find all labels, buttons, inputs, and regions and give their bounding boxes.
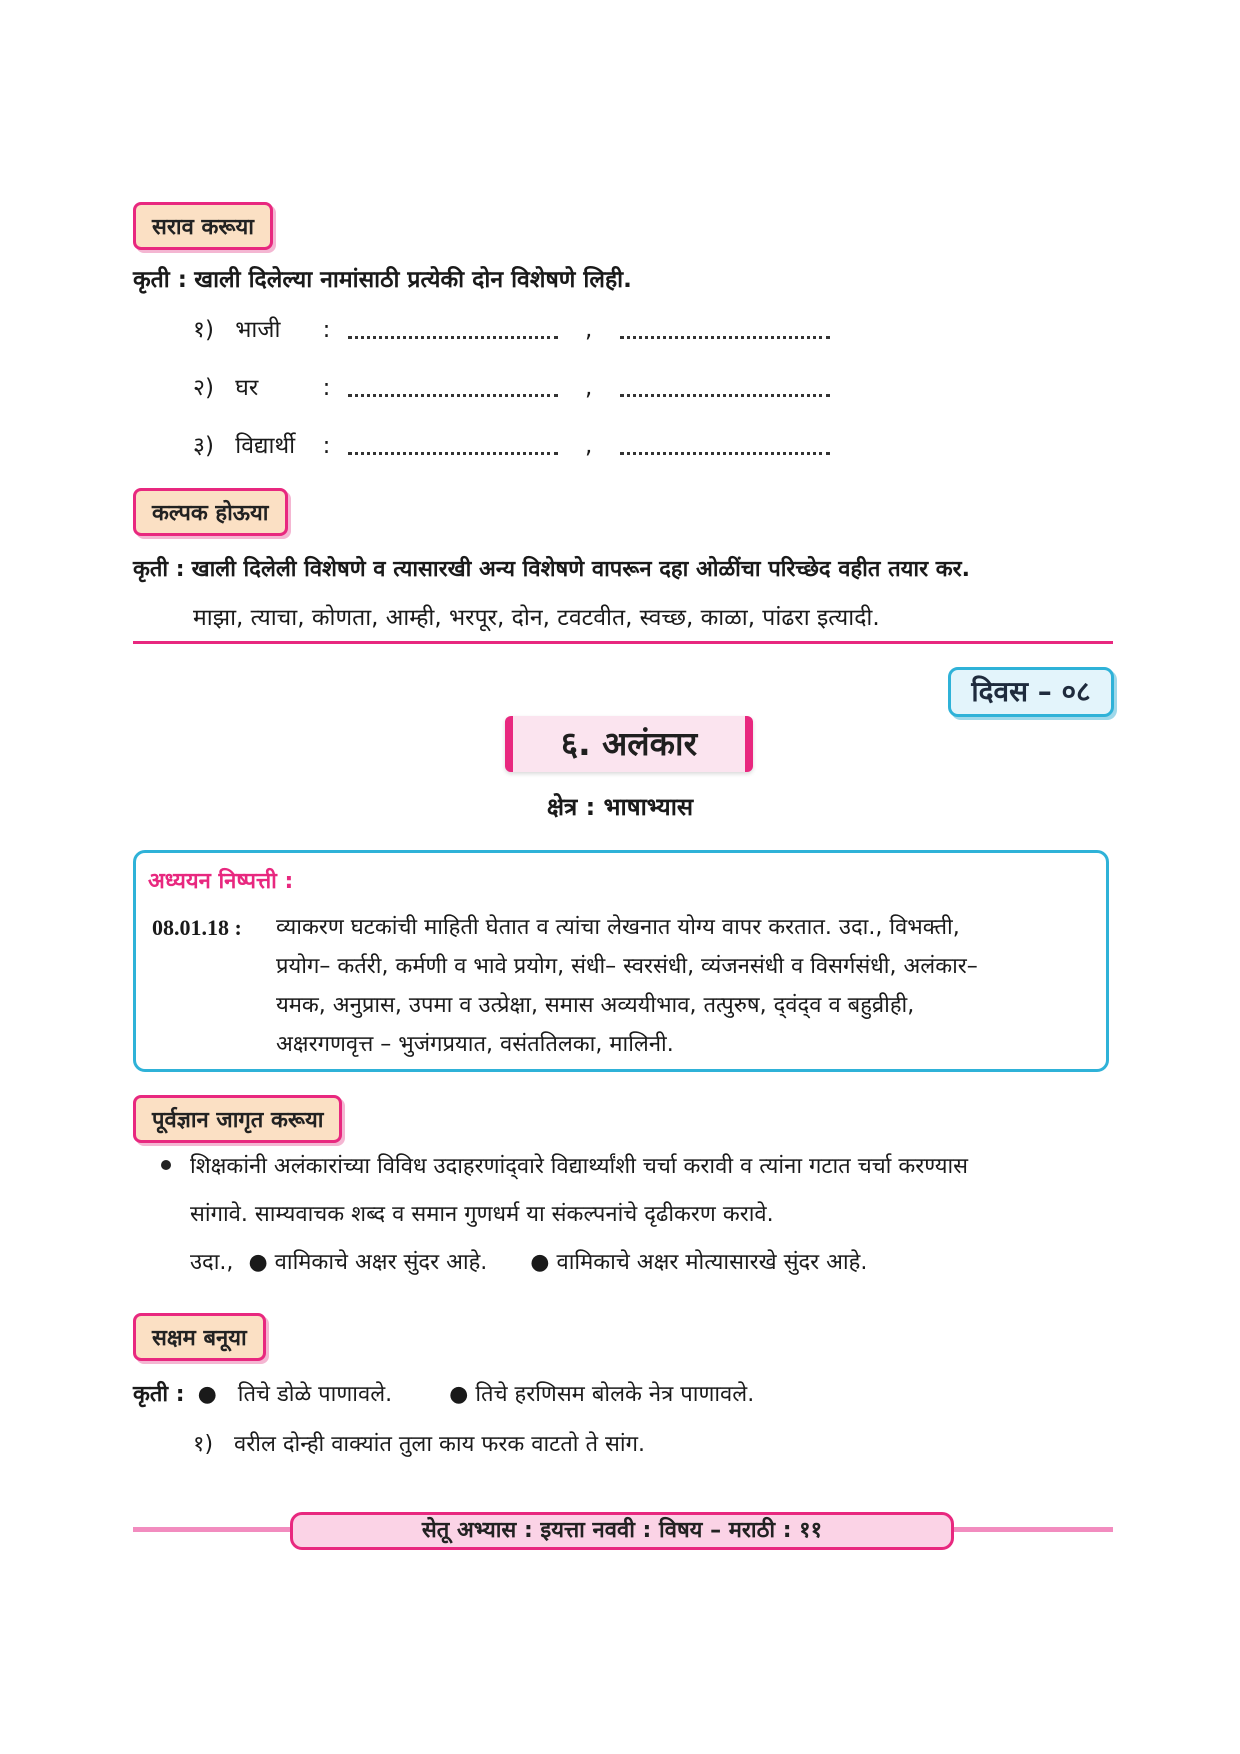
sentence-2: तिचे हरणिसम बोलके नेत्र पाणावले. <box>475 1382 755 1407</box>
item-number: २) <box>193 375 214 401</box>
kshetra-label: क्षेत्र : भाषाभ्यास <box>546 793 694 821</box>
bullet-icon: ● <box>530 1250 550 1275</box>
item-number: १) <box>193 317 214 343</box>
bullet-icon <box>161 1160 171 1170</box>
comma: , <box>584 433 593 459</box>
capable-instruction <box>133 1378 754 1408</box>
item-colon: : <box>322 375 331 401</box>
outcome-line: अक्षरगणवृत्त – भुजंगप्रयात, वसंततिलका, मालिनी. <box>276 1032 674 1057</box>
item-colon: : <box>322 317 331 343</box>
kruti-label: कृती : <box>133 557 185 582</box>
sentence-1: तिचे डोळे पाणावले. <box>237 1382 393 1407</box>
bullet-icon: ● <box>248 1250 268 1275</box>
item-colon: : <box>322 433 331 459</box>
practice-item-3 <box>193 428 830 460</box>
answer-blank[interactable] <box>620 380 830 397</box>
example-1: वामिकाचे अक्षर सुंदर आहे. <box>274 1250 488 1275</box>
answer-blank[interactable] <box>348 380 558 397</box>
chapter-title: ६. अलंकार <box>505 716 753 772</box>
outcome-code: 08.01.18 : <box>152 915 242 940</box>
kruti-label: कृती : <box>133 267 187 293</box>
prior-knowledge-line: शिक्षकांनी अलंकारांच्या विविध उदाहरणांद्‌वारे विद्यार्थ्यांशी चर्चा करावी व त्यांना गटात चर्चा करण्यास <box>190 1154 969 1179</box>
comma: , <box>584 375 593 401</box>
example-line <box>190 1246 867 1276</box>
bullet-icon: ● <box>449 1382 469 1407</box>
section-tag-practice: सराव करूया <box>133 202 273 250</box>
outcome-line: प्रयोग– कर्तरी, कर्मणी व भावे प्रयोग, संधी– स्वरसंधी, व्यंजनसंधी व विसर्गसंधी, अलंकार– <box>276 954 978 979</box>
kruti-text: खाली दिलेली विशेषणे व त्यासारखी अन्य विशेषणे वापरून दहा ओळींचा परिच्छेद वहीत तयार कर. <box>191 557 970 582</box>
section-tag-prior-knowledge: पूर्वज्ञान जागृत करूया <box>133 1095 342 1143</box>
practice-item-2 <box>193 370 830 402</box>
kruti-text: खाली दिलेल्या नामांसाठी प्रत्येकी दोन विशेषणे लिही. <box>194 267 632 293</box>
practice-instruction <box>133 262 632 294</box>
bullet-icon: ● <box>197 1382 217 1407</box>
creative-instruction <box>133 553 970 583</box>
capable-question <box>193 1428 645 1458</box>
prior-knowledge-line: सांगावे. साम्यवाचक शब्द व समान गुणधर्म या संकल्पनांचे दृढीकरण करावे. <box>190 1202 774 1227</box>
answer-blank[interactable] <box>348 322 558 339</box>
comma: , <box>584 317 593 343</box>
example-2: वामिकाचे अक्षर मोत्यासारखे सुंदर आहे. <box>556 1250 868 1275</box>
outcome-line: यमक, अनुप्रास, उपमा व उत्प्रेक्षा, समास अव्ययीभाव, तत्पुरुष, द्‌वंद्‌व व बहुव्रीही, <box>276 993 915 1018</box>
answer-blank[interactable] <box>620 322 830 339</box>
adjective-list: माझा, त्याचा, कोणता, आम्ही, भरपूर, दोन, टवटवीत, स्वच्छ, काळा, पांढरा इत्यादी. <box>193 605 880 631</box>
item-word: घर <box>235 375 259 401</box>
item-number: ३) <box>193 433 214 459</box>
uda-label: उदा., <box>190 1250 234 1275</box>
outcome-title: अध्ययन निष्पत्ती : <box>148 869 294 894</box>
section-tag-capable: सक्षम बनूया <box>133 1313 266 1361</box>
item-word: भाजी <box>235 317 281 343</box>
section-divider <box>133 641 1113 644</box>
outcome-line: व्याकरण घटकांची माहिती घेतात व त्यांचा लेखनात योग्य वापर करतात. उदा., विभक्ती, <box>276 915 960 940</box>
page-footer: सेतू अभ्यास : इयत्ता नववी : विषय – मराठी : ११ <box>290 1512 954 1550</box>
kruti-label: कृती : <box>133 1382 185 1407</box>
question-text: वरील दोन्ही वाक्यांत तुला काय फरक वाटतो ते सांग. <box>234 1432 645 1457</box>
footer-rule-left <box>133 1527 293 1532</box>
section-tag-creative: कल्पक होऊया <box>133 488 288 536</box>
item-word: विद्यार्थी <box>235 433 296 459</box>
practice-item-1 <box>193 312 830 344</box>
answer-blank[interactable] <box>348 438 558 455</box>
question-number: १) <box>193 1432 214 1457</box>
footer-rule-right <box>950 1527 1113 1532</box>
answer-blank[interactable] <box>620 438 830 455</box>
learning-outcome-box <box>133 850 1109 1072</box>
day-badge: दिवस – ०८ <box>948 667 1114 717</box>
